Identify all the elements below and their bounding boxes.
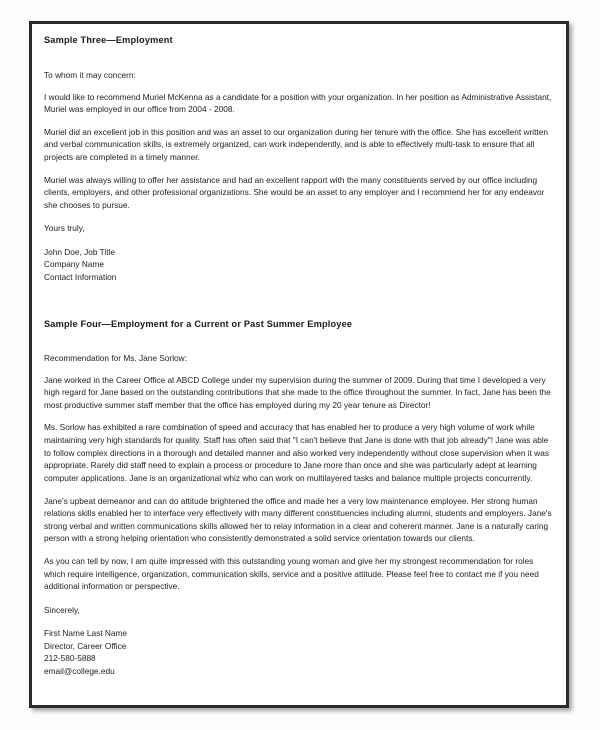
spacer xyxy=(44,616,555,627)
letter-four-paragraph-4: As you can tell by now, I am quite impressed with this outstanding young woman and give her my strongest recommendation for roles which require intelligence, organization, communication skills, service and a positive attitude. Please feel free to contact me if you need additional information or perspective. xyxy=(44,555,539,592)
letter-four-signature-email: email@college.edu xyxy=(44,665,115,676)
spacer xyxy=(44,283,555,319)
letter-four-closing: Sincerely, xyxy=(44,604,80,615)
letter-four-paragraph-2: Ms. Sorlow has exhibited a rare combination of speed and accuracy that has enabled her to produce a very high volume of work while maintaining very high standards for quality. Staff has often said that "I can't believe that Jane is done with that job already"! Jane was able to follow complex directions in a thorough and detailed manner and also worked very independently without close supervision when it was appropriate. Rarely did staff need to explain a process or procedure to Jane more than once and she was particularly adept at learning computer applications. Jane is an organizational whiz who can work on multilayered tasks and balance multiple projects concurrently. xyxy=(44,422,550,483)
letter-four-heading: Sample Four—Employment for a Current or Past Summer Employee xyxy=(44,319,353,330)
spacer xyxy=(44,116,555,126)
spacer xyxy=(44,485,555,495)
spacer xyxy=(44,545,555,555)
letter-three-signature-company: Company Name xyxy=(44,259,104,270)
letter-three-salutation: To whom it may concern: xyxy=(44,69,136,80)
letter-three-paragraph-1: I would like to recommend Muriel McKenna as a candidate for a position with your organization. In her position as Administrative Assistant, Muriel was employed in our office from 2004 - 2008. xyxy=(44,91,552,115)
letter-three-paragraph-3: Muriel was always willing to offer her assistance and had an excellent rapport with the many constituents served by our office including clients, employers, and other professional organizations. She would be an asset to any employer and I recommend her for any endeavor she chooses to pursue. xyxy=(44,174,545,210)
letter-three-signature-contact: Contact Information xyxy=(44,271,117,282)
spacer xyxy=(44,211,555,222)
document-sheet xyxy=(32,24,566,705)
letter-four-signature-title: Director, Career Office xyxy=(44,640,127,651)
letter-sample-three xyxy=(44,35,555,283)
spacer xyxy=(44,331,555,352)
spacer xyxy=(44,235,555,246)
letter-four-salutation: Recommendation for Ms. Jane Sorlow: xyxy=(44,352,187,363)
letter-four-signature-name: First Name Last Name xyxy=(44,628,127,639)
spacer xyxy=(44,164,555,174)
spacer xyxy=(44,593,555,604)
letter-four-signature-phone: 212-580-5888 xyxy=(44,653,96,664)
letter-four-paragraph-1: Jane worked in the Career Office at ABCD College under my supervision during the summer of 2009. During that time I developed a very high regard for Jane based on the outstanding contributions that she made to the office throughout the summer. In fact, Jane has been the most productive summer staff member that the office has employed during my 20 year tenure as Director! xyxy=(44,374,551,410)
spacer xyxy=(44,81,555,91)
document-frame xyxy=(29,21,569,708)
letter-three-heading: Sample Three—Employment xyxy=(44,35,173,45)
letter-three-paragraph-2: Muriel did an excellent job in this position and was an asset to our organization during her tenure with the office. She has excellent written and verbal communication skills, is extremely organized, can work independently, and is able to effectively multi-task to ensure that all projects are completed in a timely manner. xyxy=(44,126,548,162)
spacer xyxy=(44,364,555,374)
letter-sample-four xyxy=(44,319,555,677)
spacer xyxy=(44,47,555,69)
spacer xyxy=(44,411,555,421)
letter-three-signature-name: John Doe, Job Title xyxy=(44,246,116,257)
letter-four-paragraph-3: Jane's upbeat demeanor and can do attitude brightened the office and made her a very low maintenance employee. Her strong human relations skills enabled her to interface very effectively with many different constituencies including alumni, students and employers. Jane's strong verbal and written communications skills allowed her to relay information in a clear and coherent manner. Jane is a naturally caring person with a strong helping orientation who consistently demonstrated a solid service orientation towards our clients. xyxy=(44,495,552,544)
letter-three-closing: Yours truly, xyxy=(44,223,85,234)
